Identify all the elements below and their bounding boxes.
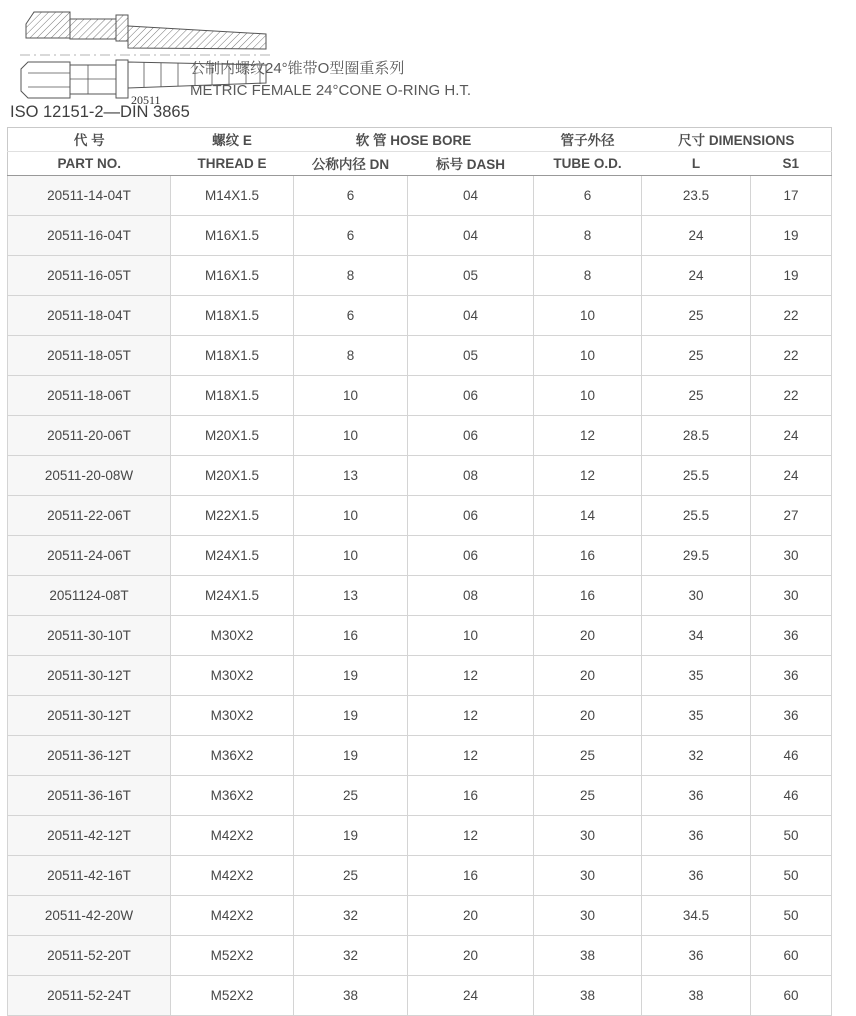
cell-part-no: 20511-30-10T <box>8 616 171 656</box>
header-dimensions-group: 尺寸 DIMENSIONS <box>642 128 832 152</box>
cell-dash: 20 <box>408 896 534 936</box>
cell-dash: 16 <box>408 856 534 896</box>
cell-l: 28.5 <box>642 416 751 456</box>
cell-s1: 22 <box>751 296 832 336</box>
cell-s1: 24 <box>751 456 832 496</box>
cell-tube-od: 8 <box>534 216 642 256</box>
cell-tube-od: 25 <box>534 736 642 776</box>
cell-tube-od: 20 <box>534 656 642 696</box>
table-row <box>8 576 832 616</box>
column-thread-e: THREAD E <box>171 152 294 176</box>
cell-dn: 16 <box>294 616 408 656</box>
table-row <box>8 896 832 936</box>
cell-tube-od: 10 <box>534 336 642 376</box>
cell-s1: 19 <box>751 256 832 296</box>
column-l: L <box>642 152 751 176</box>
cell-dn: 19 <box>294 656 408 696</box>
cell-l: 35 <box>642 656 751 696</box>
table-row <box>8 456 832 496</box>
table-row <box>8 416 832 456</box>
cell-thread-e: M20X1.5 <box>171 416 294 456</box>
cell-dn: 6 <box>294 176 408 216</box>
cell-l: 34.5 <box>642 896 751 936</box>
series-titles <box>190 58 471 102</box>
cell-l: 25.5 <box>642 496 751 536</box>
cell-dash: 12 <box>408 696 534 736</box>
cell-tube-od: 20 <box>534 696 642 736</box>
cell-dn: 10 <box>294 376 408 416</box>
cell-l: 38 <box>642 976 751 1016</box>
column-dn: 公称内径 DN <box>294 152 408 176</box>
cell-l: 36 <box>642 856 751 896</box>
cell-part-no: 20511-42-16T <box>8 856 171 896</box>
cell-s1: 27 <box>751 496 832 536</box>
cell-part-no: 20511-22-06T <box>8 496 171 536</box>
table-row <box>8 176 832 216</box>
series-title-en: METRIC FEMALE 24°CONE O-RING H.T. <box>190 82 472 99</box>
cell-thread-e: M52X2 <box>171 936 294 976</box>
cell-part-no: 20511-52-20T <box>8 936 171 976</box>
cell-thread-e: M16X1.5 <box>171 216 294 256</box>
cell-tube-od: 30 <box>534 896 642 936</box>
cell-dash: 12 <box>408 736 534 776</box>
cell-dn: 10 <box>294 496 408 536</box>
header-group-row <box>8 128 832 152</box>
cell-tube-od: 16 <box>534 536 642 576</box>
table-row <box>8 856 832 896</box>
table-row <box>8 536 832 576</box>
cell-s1: 36 <box>751 696 832 736</box>
cell-dash: 24 <box>408 976 534 1016</box>
cell-dn: 6 <box>294 216 408 256</box>
cell-part-no: 20511-30-12T <box>8 656 171 696</box>
cell-s1: 36 <box>751 656 832 696</box>
cell-s1: 30 <box>751 536 832 576</box>
cell-l: 29.5 <box>642 536 751 576</box>
table-row <box>8 936 832 976</box>
cell-tube-od: 14 <box>534 496 642 536</box>
cell-dn: 19 <box>294 816 408 856</box>
cell-part-no: 20511-30-12T <box>8 696 171 736</box>
cell-thread-e: M30X2 <box>171 696 294 736</box>
cell-thread-e: M18X1.5 <box>171 296 294 336</box>
table-row <box>8 816 832 856</box>
cell-part-no: 20511-18-04T <box>8 296 171 336</box>
cell-l: 25 <box>642 376 751 416</box>
cell-dn: 19 <box>294 696 408 736</box>
cell-s1: 60 <box>751 936 832 976</box>
cell-tube-od: 12 <box>534 456 642 496</box>
cell-l: 25.5 <box>642 456 751 496</box>
cell-tube-od: 6 <box>534 176 642 216</box>
cell-dn: 6 <box>294 296 408 336</box>
cell-dash: 20 <box>408 936 534 976</box>
column-dash: 标号 DASH <box>408 152 534 176</box>
cell-dash: 10 <box>408 616 534 656</box>
cell-part-no: 20511-24-06T <box>8 536 171 576</box>
column-s1: S1 <box>751 152 832 176</box>
cell-dash: 05 <box>408 336 534 376</box>
header-tube-od-zh: 管子外径 <box>534 128 642 152</box>
cell-part-no: 20511-18-06T <box>8 376 171 416</box>
cell-l: 25 <box>642 336 751 376</box>
cell-s1: 19 <box>751 216 832 256</box>
cell-tube-od: 25 <box>534 776 642 816</box>
cell-l: 32 <box>642 736 751 776</box>
cell-dn: 13 <box>294 576 408 616</box>
cell-part-no: 20511-52-24T <box>8 976 171 1016</box>
cell-tube-od: 10 <box>534 296 642 336</box>
cell-part-no: 20511-36-12T <box>8 736 171 776</box>
cell-tube-od: 30 <box>534 816 642 856</box>
cell-thread-e: M14X1.5 <box>171 176 294 216</box>
drawing-model-label: 20511 <box>131 93 161 107</box>
cell-l: 25 <box>642 296 751 336</box>
table-row <box>8 696 832 736</box>
cell-dash: 04 <box>408 296 534 336</box>
cell-dash: 05 <box>408 256 534 296</box>
spec-table-body <box>8 176 832 1016</box>
table-row <box>8 216 832 256</box>
cell-dash: 06 <box>408 496 534 536</box>
table-row <box>8 656 832 696</box>
cell-dn: 13 <box>294 456 408 496</box>
cell-s1: 50 <box>751 816 832 856</box>
header-part-no-zh: 代 号 <box>8 128 171 152</box>
cell-s1: 50 <box>751 896 832 936</box>
cell-l: 36 <box>642 816 751 856</box>
header-column-row <box>8 152 832 176</box>
cell-tube-od: 16 <box>534 576 642 616</box>
cell-thread-e: M24X1.5 <box>171 576 294 616</box>
cell-dn: 25 <box>294 856 408 896</box>
cell-part-no: 2051124-08T <box>8 576 171 616</box>
cell-dash: 04 <box>408 176 534 216</box>
page-header <box>0 0 856 126</box>
cell-s1: 46 <box>751 736 832 776</box>
table-row <box>8 616 832 656</box>
cell-thread-e: M42X2 <box>171 896 294 936</box>
cell-part-no: 20511-18-05T <box>8 336 171 376</box>
cell-l: 36 <box>642 776 751 816</box>
cell-tube-od: 8 <box>534 256 642 296</box>
table-row <box>8 256 832 296</box>
cell-l: 30 <box>642 576 751 616</box>
cell-l: 24 <box>642 256 751 296</box>
cell-dn: 32 <box>294 936 408 976</box>
table-row <box>8 976 832 1016</box>
cell-dn: 19 <box>294 736 408 776</box>
cell-l: 23.5 <box>642 176 751 216</box>
cell-dn: 10 <box>294 416 408 456</box>
header-thread-zh: 螺纹 E <box>171 128 294 152</box>
cell-s1: 46 <box>751 776 832 816</box>
cell-dn: 8 <box>294 336 408 376</box>
cell-thread-e: M20X1.5 <box>171 456 294 496</box>
cell-dash: 12 <box>408 656 534 696</box>
cell-part-no: 20511-20-08W <box>8 456 171 496</box>
cell-s1: 22 <box>751 336 832 376</box>
cell-s1: 30 <box>751 576 832 616</box>
cell-dash: 06 <box>408 416 534 456</box>
cell-dn: 32 <box>294 896 408 936</box>
cell-dn: 25 <box>294 776 408 816</box>
cell-dash: 16 <box>408 776 534 816</box>
cell-l: 35 <box>642 696 751 736</box>
cell-thread-e: M30X2 <box>171 656 294 696</box>
table-row <box>8 496 832 536</box>
cell-thread-e: M18X1.5 <box>171 336 294 376</box>
cell-s1: 50 <box>751 856 832 896</box>
cell-thread-e: M36X2 <box>171 736 294 776</box>
cell-thread-e: M36X2 <box>171 776 294 816</box>
cell-tube-od: 30 <box>534 856 642 896</box>
cell-part-no: 20511-16-04T <box>8 216 171 256</box>
standard-reference: ISO 12151-2—DIN 3865 <box>10 103 190 121</box>
cell-tube-od: 38 <box>534 936 642 976</box>
cell-part-no: 20511-20-06T <box>8 416 171 456</box>
cell-dash: 06 <box>408 536 534 576</box>
table-row <box>8 336 832 376</box>
cell-thread-e: M42X2 <box>171 816 294 856</box>
cell-s1: 22 <box>751 376 832 416</box>
header-hose-bore-group: 软 管 HOSE BORE <box>294 128 534 152</box>
cell-dash: 06 <box>408 376 534 416</box>
cell-s1: 60 <box>751 976 832 1016</box>
cell-l: 34 <box>642 616 751 656</box>
cell-thread-e: M52X2 <box>171 976 294 1016</box>
table-row <box>8 376 832 416</box>
cell-l: 24 <box>642 216 751 256</box>
cell-l: 36 <box>642 936 751 976</box>
cell-tube-od: 20 <box>534 616 642 656</box>
column-tube-od: TUBE O.D. <box>534 152 642 176</box>
spec-table-head <box>8 128 832 176</box>
cell-tube-od: 12 <box>534 416 642 456</box>
cell-thread-e: M30X2 <box>171 616 294 656</box>
cell-part-no: 20511-42-12T <box>8 816 171 856</box>
cell-dash: 04 <box>408 216 534 256</box>
cell-dn: 10 <box>294 536 408 576</box>
cell-thread-e: M24X1.5 <box>171 536 294 576</box>
cell-thread-e: M42X2 <box>171 856 294 896</box>
cell-part-no: 20511-42-20W <box>8 896 171 936</box>
cell-dash: 12 <box>408 816 534 856</box>
table-row <box>8 736 832 776</box>
cell-thread-e: M16X1.5 <box>171 256 294 296</box>
cell-part-no: 20511-36-16T <box>8 776 171 816</box>
spec-table <box>7 127 832 1016</box>
cell-s1: 17 <box>751 176 832 216</box>
cell-part-no: 20511-16-05T <box>8 256 171 296</box>
cell-dash: 08 <box>408 576 534 616</box>
cell-part-no: 20511-14-04T <box>8 176 171 216</box>
cell-tube-od: 10 <box>534 376 642 416</box>
table-row <box>8 776 832 816</box>
cell-thread-e: M22X1.5 <box>171 496 294 536</box>
cell-dn: 38 <box>294 976 408 1016</box>
cell-thread-e: M18X1.5 <box>171 376 294 416</box>
cell-tube-od: 38 <box>534 976 642 1016</box>
cell-dash: 08 <box>408 456 534 496</box>
cell-dn: 8 <box>294 256 408 296</box>
column-part-no: PART NO. <box>8 152 171 176</box>
cell-s1: 36 <box>751 616 832 656</box>
cell-s1: 24 <box>751 416 832 456</box>
series-title-zh: 公制内螺纹24°锥带O型圈重系列 <box>190 60 405 77</box>
table-row <box>8 296 832 336</box>
